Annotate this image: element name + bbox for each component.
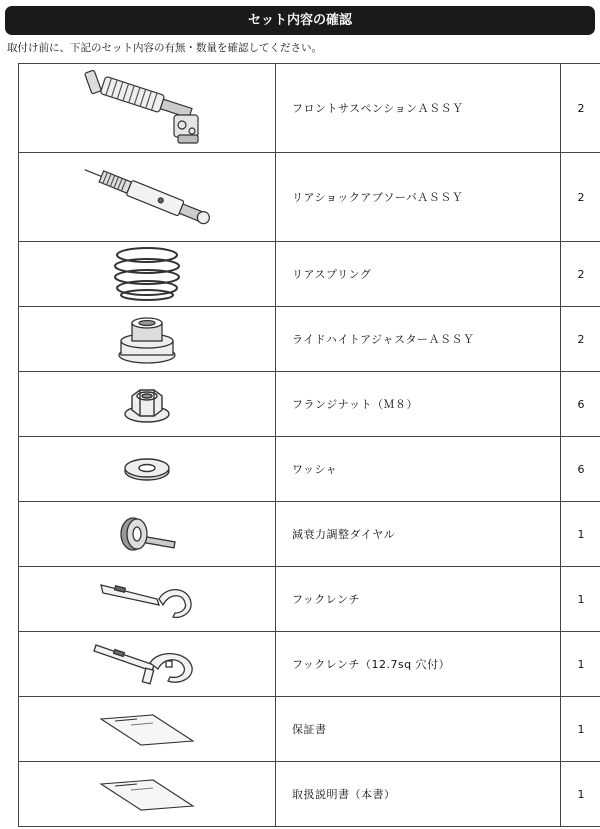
item-name: フロントサスペンションＡＳＳＹ bbox=[276, 64, 561, 153]
table-row bbox=[19, 437, 600, 502]
washer-icon bbox=[122, 454, 172, 484]
item-qty: 1 bbox=[561, 697, 600, 762]
manual-document-icon bbox=[97, 776, 197, 812]
intro-text: 取付け前に、下記のセット内容の有無・数量を確認してください。 bbox=[7, 42, 322, 54]
table-row bbox=[19, 153, 600, 242]
table-row bbox=[19, 372, 600, 437]
rear-spring-icon bbox=[107, 245, 187, 303]
hook-wrench-square-hole-icon bbox=[92, 639, 202, 689]
table-row bbox=[19, 567, 600, 632]
table-row bbox=[19, 632, 600, 697]
item-name: 取扱説明書（本書） bbox=[276, 762, 561, 827]
item-name: フックレンチ（12.7sq 穴付） bbox=[276, 632, 561, 697]
item-name: リアショックアブソーバＡＳＳＹ bbox=[276, 153, 561, 242]
item-name: リアスプリング bbox=[276, 242, 561, 307]
rear-shock-icon bbox=[77, 157, 217, 237]
table-row bbox=[19, 64, 600, 153]
warranty-document-icon bbox=[97, 711, 197, 747]
damping-dial-icon bbox=[115, 510, 179, 558]
item-qty: 2 bbox=[561, 242, 600, 307]
hook-wrench-icon bbox=[97, 577, 197, 621]
item-qty: 6 bbox=[561, 437, 600, 502]
table-row bbox=[19, 762, 600, 827]
flange-nut-icon bbox=[122, 382, 172, 426]
item-qty: 1 bbox=[561, 567, 600, 632]
ride-height-adjuster-icon bbox=[112, 311, 182, 367]
front-suspension-icon bbox=[82, 67, 212, 149]
item-name: フックレンチ bbox=[276, 567, 561, 632]
parts-table bbox=[18, 63, 600, 827]
table-row bbox=[19, 307, 600, 372]
item-name: ライドハイトアジャスターＡＳＳＹ bbox=[276, 307, 561, 372]
table-row bbox=[19, 242, 600, 307]
item-qty: 1 bbox=[561, 502, 600, 567]
item-name: フランジナット（Ｍ８） bbox=[276, 372, 561, 437]
item-name: 減衰力調整ダイヤル bbox=[276, 502, 561, 567]
page-title: セット内容の確認 bbox=[5, 6, 595, 35]
item-qty: 2 bbox=[561, 153, 600, 242]
item-qty: 1 bbox=[561, 632, 600, 697]
item-qty: 6 bbox=[561, 372, 600, 437]
table-row bbox=[19, 502, 600, 567]
item-qty: 2 bbox=[561, 307, 600, 372]
item-qty: 2 bbox=[561, 64, 600, 153]
item-name: 保証書 bbox=[276, 697, 561, 762]
item-name: ワッシャ bbox=[276, 437, 561, 502]
item-qty: 1 bbox=[561, 762, 600, 827]
table-row bbox=[19, 697, 600, 762]
